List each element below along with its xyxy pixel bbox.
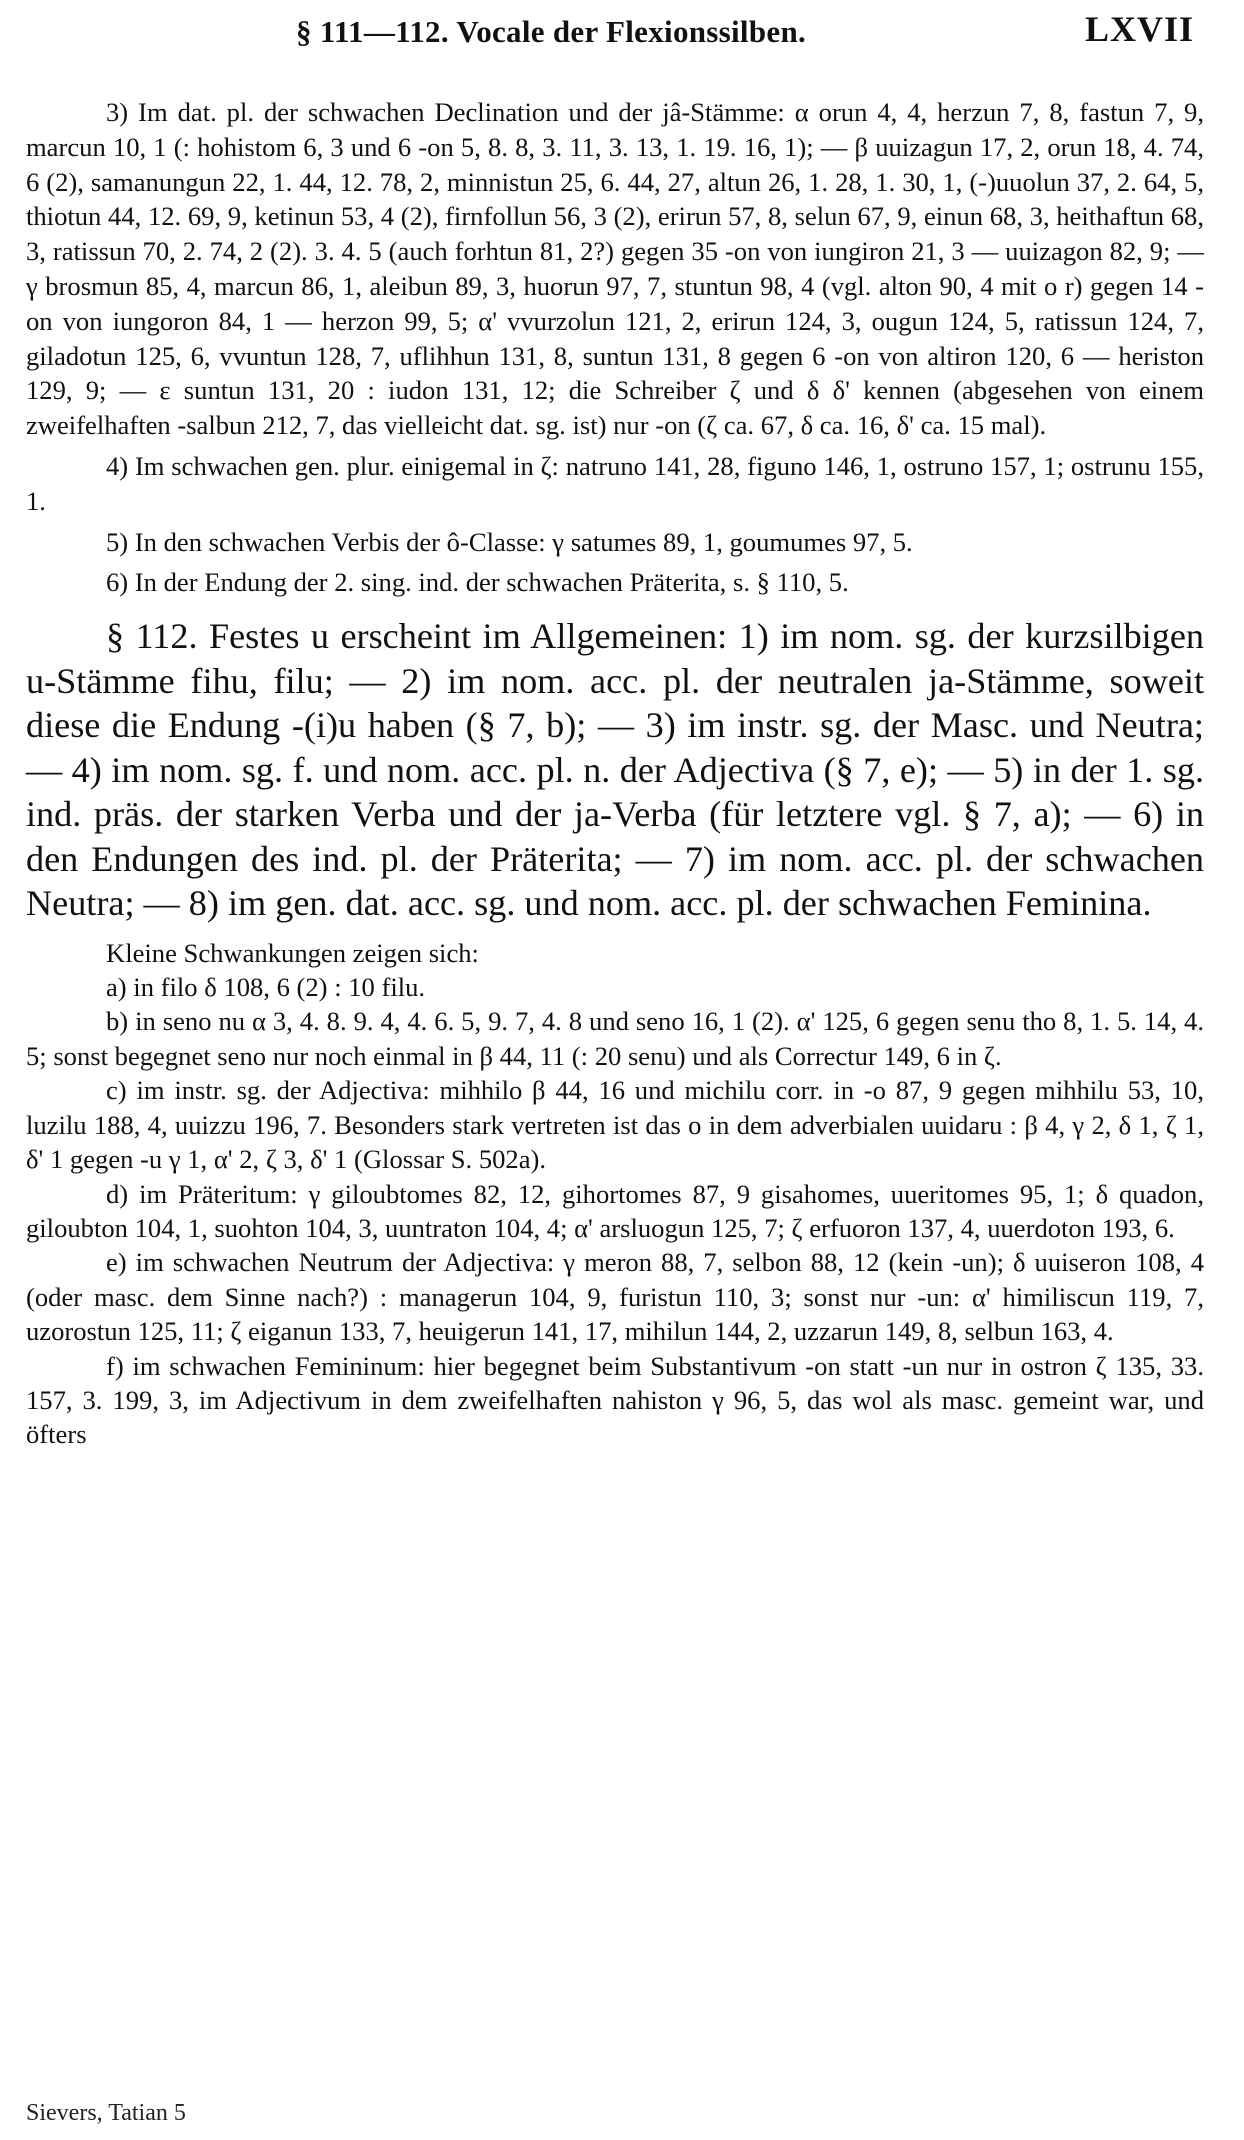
page-number: LXVII (1084, 9, 1194, 49)
variation-c: c) im instr. sg. der Adjectiva: mihhilo β 44, 16 und michilu corr. in -o 87, 9 gegen mihhilu 53, 10, luzilu 188, 4, uuizzu 196, 7. Besonders stark vertreten ist das o in dem adverbialen uuidaru : β 4, γ 2, δ 1, ζ 1, δ' 1 gegen -u γ 1, α' 2, ζ 3, δ' 1 (Glossar S. 502a). (26, 1075, 1204, 1175)
section-112 (26, 614, 1204, 926)
footer-signature: Sievers, Tatian 5 (26, 2100, 186, 2126)
paragraph-2-sing: 6) In der Endung der 2. sing. ind. der schwachen Präterita, s. § 110, 5. (106, 567, 849, 598)
running-title: § 111—112. Vocale der Flexionssilben. (296, 14, 807, 49)
variation-d: d) im Präteritum: γ giloubtomes 82, 12, gihortomes 87, 9 gisahomes, uueritomes 95, 1; δ quadon, giloubton 104, 1, suohton 104, 3, uuntraton 104, 4; α' arsluogun 125, 7; ζ erfuoron 137, 4, uuerdoton 193, 6. (26, 1178, 1204, 1243)
paragraph-dat-pl: 3) Im dat. pl. der schwachen Declination und der jâ-Stämme: α orun 4, 4, herzun 7, 8, fastun 7, 9, marcun 10, 1 (: hohistom 6, 3 und 6 -on 5, 8. 8, 3. 11, 3. 13, 1. 19. 16, 1); — β uuizagun 17, 2, orun 18, 4. 74, 6 (2), samanungun 22, 1. 44, 12. 78, 2, minnistun 25, 6. 44, 27, altun 26, 1. 28, 1. 30, 1, (-)uuolun 37, 2. 64, 5, thiotun 44, 12. 69, 9, ketinun 53, 4 (2), firnfollun 56, 3 (2), erirun 57, 8, selun 67, 9, einun 68, 3, heithaftun 68, 3, ratissun 70, 2. 74, 2 (2). 3. 4. 5 (auch forhtun 81, 2?) gegen 35 -on von iungiron 21, 3 — uuizagon 82, 9; — γ brosmun 85, 4, marcun 86, 1, aleibun 89, 3, huorun 97, 7, stuntun 98, 4 (vgl. alton 90, 4 mit o r) gegen 14 -on von iungoron 84, 1 — herzon 99, 5; α' vvurzolun 121, 2, erirun 124, 3, ougun 124, 5, ratissun 124, 7, giladotun 125, 6, vvuntun 128, 7, uflihhun 131, 8, suntun 131, 8 gegen 6 -on von altiron 120, 6 — heriston 129, 9; — ε suntun 131, 20 : iudon 131, 12; die Schreiber ζ und δ δ' kennen (abgesehen von einem zweifelhaften -salbun 212, 7, das vielleicht dat. sg. ist) nur -on (ζ ca. 67, δ ca. 16, δ' ca. 15 mal). (26, 97, 1204, 441)
variation-b: b) in seno nu α 3, 4. 8. 9. 4, 4. 6. 5, 9. 7, 4. 8 und seno 16, 1 (2). α' 125, 6 gegen senu tho 8, 1. 5. 14, 4. 5; sonst begegnet seno nur noch einmal in β 44, 11 (: 20 senu) und als Correctur 149, 6 in ζ. (26, 1006, 1204, 1071)
variation-f: f) im schwachen Femininum: hier begegnet beim Substantivum -on statt -un nur in ostron ζ 135, 33. 157, 3. 199, 3, im Adjectivum in dem zweifelhaften nahiston γ 96, 5, das wol als masc. gemeint war, und öfters (26, 1350, 1204, 1450)
page-header (26, 6, 1204, 58)
variations-intro: Kleine Schwankungen zeigen sich: (106, 937, 479, 968)
section-111-continuation (26, 95, 1204, 600)
paragraph-gen-plur: 4) Im schwachen gen. plur. einigemal in ζ: natruno 141, 28, figuno 146, 1, ostruno 157, 1; ostrunu 155, 1. (26, 450, 1204, 516)
variation-e: e) im schwachen Neutrum der Adjectiva: γ meron 88, 7, selbon 88, 12 (kein -un); δ uuiseron 108, 4 (oder masc. dem Sinne nach?) : managerun 104, 9, furistun 110, 3; sonst nur -un: α' himiliscun 119, 7, uzorostun 125, 11; ζ eiganun 133, 7, heuigerun 141, 17, mihilun 144, 2, uzzarun 149, 8, selbun 163, 4. (26, 1247, 1204, 1347)
section-112-text: § 112. Festes u erscheint im Allgemeinen: 1) im nom. sg. der kurzsilbigen u-Stämme fihu, filu; — 2) im nom. acc. pl. der neutralen ja-Stämme, soweit diese die Endung -(i)u haben (§ 7, b); — 3) im instr. sg. der Masc. und Neutra; — 4) im nom. sg. f. und nom. acc. pl. n. der Adjectiva (§ 7, e); — 5) in der 1. sg. ind. präs. der starken Verba und der ja-Verba (für letztere vgl. § 7, a); — 6) in den Endungen des ind. pl. der Präterita; — 7) im nom. acc. pl. der schwachen Neutra; — 8) im gen. dat. acc. sg. und nom. acc. pl. der schwachen Feminina. (26, 616, 1204, 924)
variations-list (26, 936, 1204, 1452)
variation-a: a) in filo δ 108, 6 (2) : 10 filu. (106, 972, 426, 1003)
paragraph-o-classe: 5) In den schwachen Verbis der ô-Classe: γ satumes 89, 1, goumumes 97, 5. (106, 526, 913, 557)
